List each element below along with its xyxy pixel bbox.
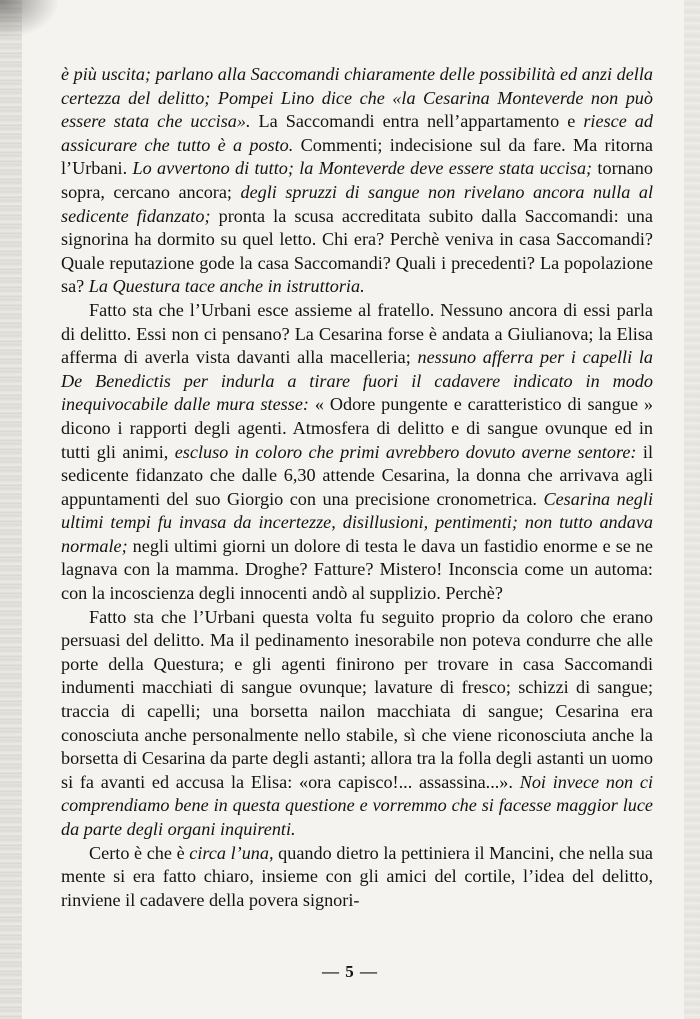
text-span: Lo avvertono di tutto; la Monteverde deve essere stata uccisa; (132, 158, 593, 179)
page-number: — 5 — (322, 962, 378, 981)
text-span: Fatto sta che l’Urbani esce assieme al fratello. Nessuno ancora di essi parla di delitto. Essi non ci pensano? La Cesarina forse è andata a Giulianova; la Elisa afferma di averla vista davanti alla macelleria; (61, 299, 653, 368)
page-edge-right (684, 0, 700, 1019)
text-span: pronta la scusa accreditata subito dalla Saccomandi: una signorina ha dormito su quel letto. Chi era? Perchè veniva in casa Saccomandi? Quale reputazione gode la casa Saccomandi? Quali i precedenti? La popolazione sa? (61, 205, 653, 297)
text-span: riesce ad assicurare che tutto è a posto. (61, 111, 653, 155)
text-span: degli spruzzi di sangue non rivelano ancora nulla al sedicente fidanzato; (61, 181, 653, 226)
paragraph-1 (61, 63, 653, 299)
paragraph-4 (61, 842, 653, 913)
text-span: Cesarina negli ultimi tempi fu invasa da incertezze, disillusioni, pentimenti; non tutto andava normale; (61, 488, 653, 556)
page-edge-left (0, 0, 22, 1019)
corner-blot (0, 0, 60, 40)
text-span: La Saccomandi entra nell’appartamento e (250, 111, 584, 132)
text-span: circa l’una, (189, 842, 274, 863)
text-span: è più uscita; parlano alla Saccomandi chiaramente delle possibilità ed anzi della certezza del delitto; Pompei Lino dice che «la Cesarina Monteverde non può essere stata che uccisa». (61, 64, 653, 132)
paragraph-3 (61, 606, 653, 842)
text-span: tornano sopra, cercano ancora; (61, 158, 653, 202)
paragraph-2 (61, 299, 653, 606)
text-span: il sedicente fidanzato che dalle 6,30 attende Cesarina, la donna che arrivava agli appuntamenti del suo Giorgio con una precisione cronometrica. (61, 441, 654, 509)
text-span: Commenti; indecisione sul da fare. Ma ritorna l’Urbani. (61, 134, 654, 179)
body-text (61, 63, 653, 912)
text-span: Fatto sta che l’Urbani questa volta fu seguito proprio da coloro che erano persuasi del delitto. Ma il pedinamento inesorabile non poteva condurre che alle porte della Questura; e gli agenti finirono per trovare in casa Saccomandi indumenti macchiati di sangue ovunque; lavature di fresco; schizzi di sangue; traccia di capelli; una borsetta nailon macchiata di sangue; Cesarina era conosciuta anche personalmente nello stabile, sì che viene riconosciuta anche la borsetta di Cesarina da parte degli astanti; allora tra la folla degli astanti un uomo si fa avanti ed accusa la Elisa: «ora capisco!... assassina...». (61, 606, 653, 792)
text-span: La Questura tace anche in istruttoria. (88, 276, 365, 297)
text-span: « Odore pungente e caratteristico di sangue » dicono i rapporti degli agenti. Atmosfera di delitto e di sangue ovunque ed in tutti gli animi, (61, 394, 653, 462)
text-span: Noi invece non ci comprendiamo bene in questa questione e vorremmo che si facesse maggior luce da parte degli organi inquirenti. (61, 771, 653, 839)
text-span: negli ultimi giorni un dolore di testa le dava un fastidio enorme e se ne lagnava con la mamma. Droghe? Fatture? Mistero! Inconscia come un automa: con la incoscienza degli innocenti andò al supplizio. Perchè? (61, 535, 653, 604)
text-span: quando dietro la pettiniera il Mancini, che nella sua mente si era fatto chiaro, insieme con gli amici del cortile, l’idea del delitto, rinviene il cadavere della povera signori- (61, 842, 653, 910)
text-span: Certo è che è (89, 842, 190, 863)
text-span: escluso in coloro che primi avrebbero dovuto averne sentore: (174, 441, 637, 462)
text-span: nessuno afferra per i capelli la De Benedictis per indurla a tirare fuori il cadavere indicato in modo inequivocabile dalle mura stesse: (61, 347, 653, 415)
